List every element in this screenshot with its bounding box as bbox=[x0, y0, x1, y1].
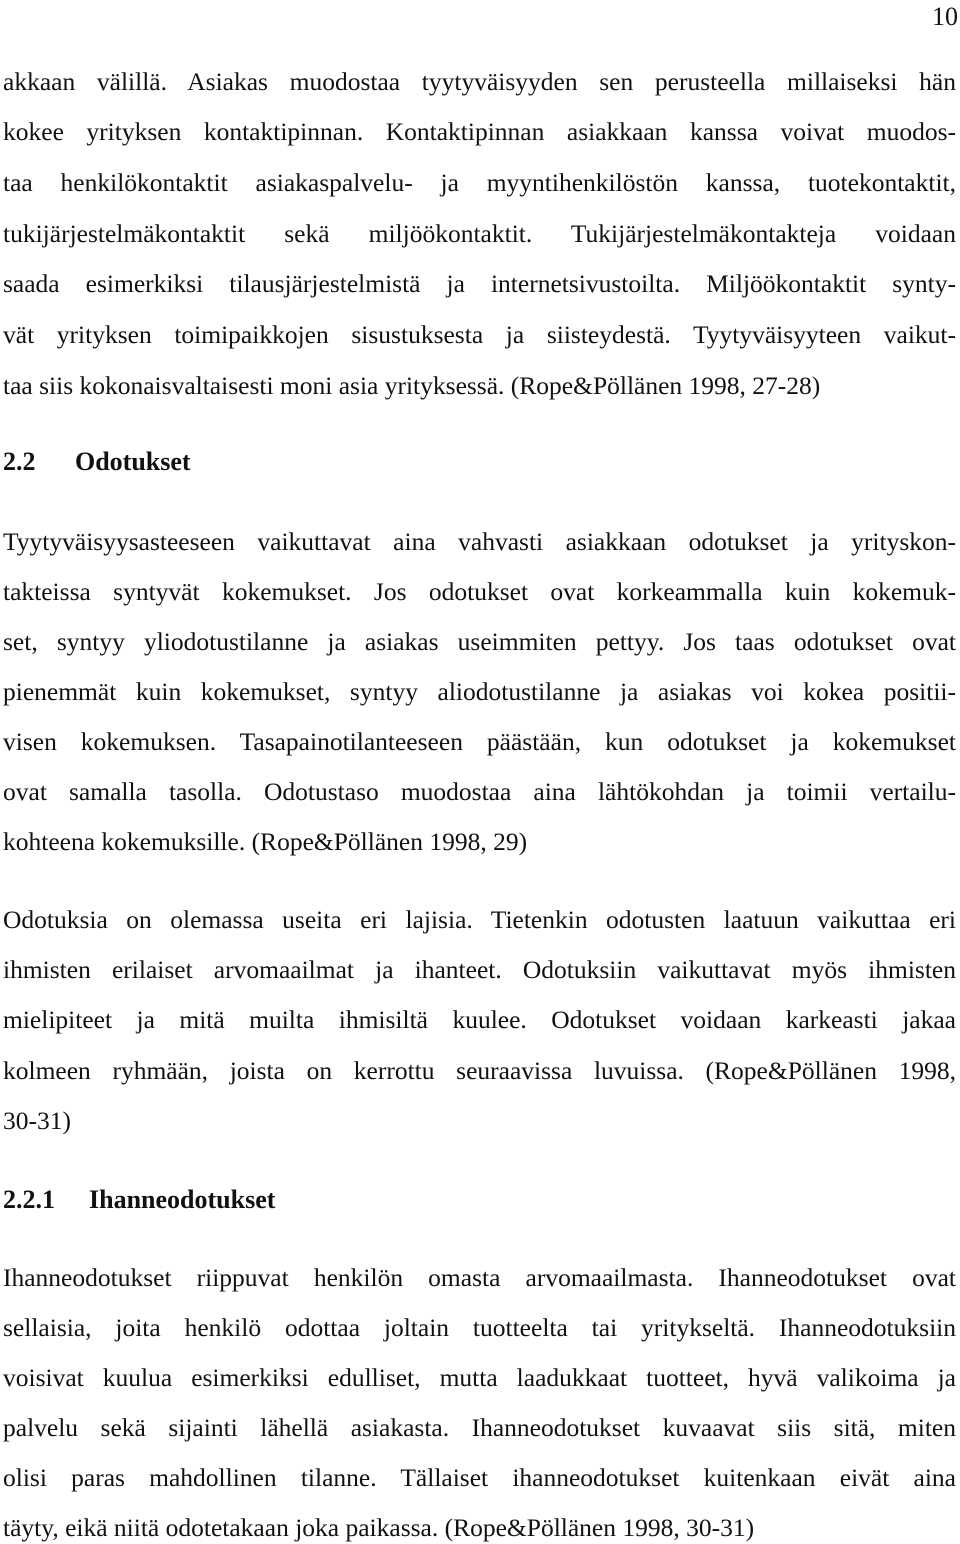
paragraph-line: tukijärjestelmäkontaktit sekä miljöökontaktit. Tukijärjestelmäkontakteja voidaan bbox=[3, 219, 956, 248]
paragraph-line: visen kokemuksen. Tasapainotilanteeseen päästään, kun odotukset ja kokemukset bbox=[3, 727, 956, 756]
paragraph-line: vät yrityksen toimipaikkojen sisustuksesta ja siisteydestä. Tyytyväisyyteen vaikut- bbox=[3, 320, 956, 349]
paragraph-line: ihmisten erilaiset arvomaailmat ja ihanteet. Odotuksiin vaikuttavat myös ihmisten bbox=[3, 955, 956, 984]
section-number: 2.2 bbox=[3, 447, 36, 476]
section-heading-2-2 bbox=[3, 446, 191, 478]
paragraph-line: Tyytyväisyysasteeseen vaikuttavat aina vahvasti asiakkaan odotukset ja yrityskon- bbox=[3, 527, 956, 556]
paragraph-line: kohteena kokemuksille. (Rope&Pöllänen 1998, 29) bbox=[3, 827, 528, 856]
paragraph-line: Ihanneodotukset riippuvat henkilön omasta arvomaailmasta. Ihanneodotukset ovat bbox=[3, 1263, 956, 1292]
paragraph-line: mielipiteet ja mitä muilta ihmisiltä kuulee. Odotukset voidaan karkeasti jakaa bbox=[3, 1005, 956, 1034]
paragraph-line: takteissa syntyvät kokemukset. Jos odotukset ovat korkeammalla kuin kokemuk- bbox=[3, 577, 956, 606]
paragraph-line: kolmeen ryhmään, joista on kerrottu seuraavissa luvuissa. (Rope&Pöllänen 1998, bbox=[3, 1056, 956, 1085]
paragraph-line: sellaisia, joita henkilö odottaa joltain tuotteelta tai yritykseltä. Ihanneodotuksiin bbox=[3, 1313, 956, 1342]
page-number: 10 bbox=[932, 2, 958, 31]
paragraph-line: pienemmät kuin kokemukset, syntyy aliodotustilanne ja asiakas voi kokea positii- bbox=[3, 677, 956, 706]
paragraph-line: olisi paras mahdollinen tilanne. Tällaiset ihanneodotukset kuitenkaan eivät aina bbox=[3, 1463, 956, 1492]
section-title: Odotukset bbox=[75, 447, 191, 476]
paragraph-line: ovat samalla tasolla. Odotustaso muodostaa aina lähtökohdan ja toimii vertailu- bbox=[3, 777, 956, 806]
section-title: Ihanneodotukset bbox=[89, 1185, 276, 1214]
section-number: 2.2.1 bbox=[3, 1185, 55, 1214]
section-heading-2-2-1 bbox=[3, 1184, 275, 1216]
paragraph-line: palvelu sekä sijainti lähellä asiakasta. Ihanneodotukset kuvaavat siis sitä, miten bbox=[3, 1413, 956, 1442]
paragraph-line: kokee yrityksen kontaktipinnan. Kontaktipinnan asiakkaan kanssa voivat muodos- bbox=[3, 117, 956, 146]
paragraph-line: Odotuksia on olemassa useita eri lajisia. Tietenkin odotusten laatuun vaikuttaa eri bbox=[3, 905, 956, 934]
paragraph-line: taa siis kokonaisvaltaisesti moni asia yrityksessä. (Rope&Pöllänen 1998, 27-28) bbox=[3, 371, 821, 400]
paragraph-line: set, syntyy yliodotustilanne ja asiakas useimmiten pettyy. Jos taas odotukset ovat bbox=[3, 627, 956, 656]
paragraph-line: taa henkilökontaktit asiakaspalvelu- ja myyntihenkilöstön kanssa, tuotekontaktit, bbox=[3, 168, 956, 197]
paragraph-line: täyty, eikä niitä odotetakaan joka paikassa. (Rope&Pöllänen 1998, 30-31) bbox=[3, 1513, 755, 1542]
paragraph-line: 30-31) bbox=[3, 1106, 71, 1135]
paragraph-line: akkaan välillä. Asiakas muodostaa tyytyväisyyden sen perusteella millaiseksi hän bbox=[3, 67, 956, 96]
paragraph-line: saada esimerkiksi tilausjärjestelmistä ja internetsivustoilta. Miljöökontaktit synty- bbox=[3, 269, 956, 298]
paragraph-line: voisivat kuulua esimerkiksi edulliset, mutta laadukkaat tuotteet, hyvä valikoima ja bbox=[3, 1363, 956, 1392]
